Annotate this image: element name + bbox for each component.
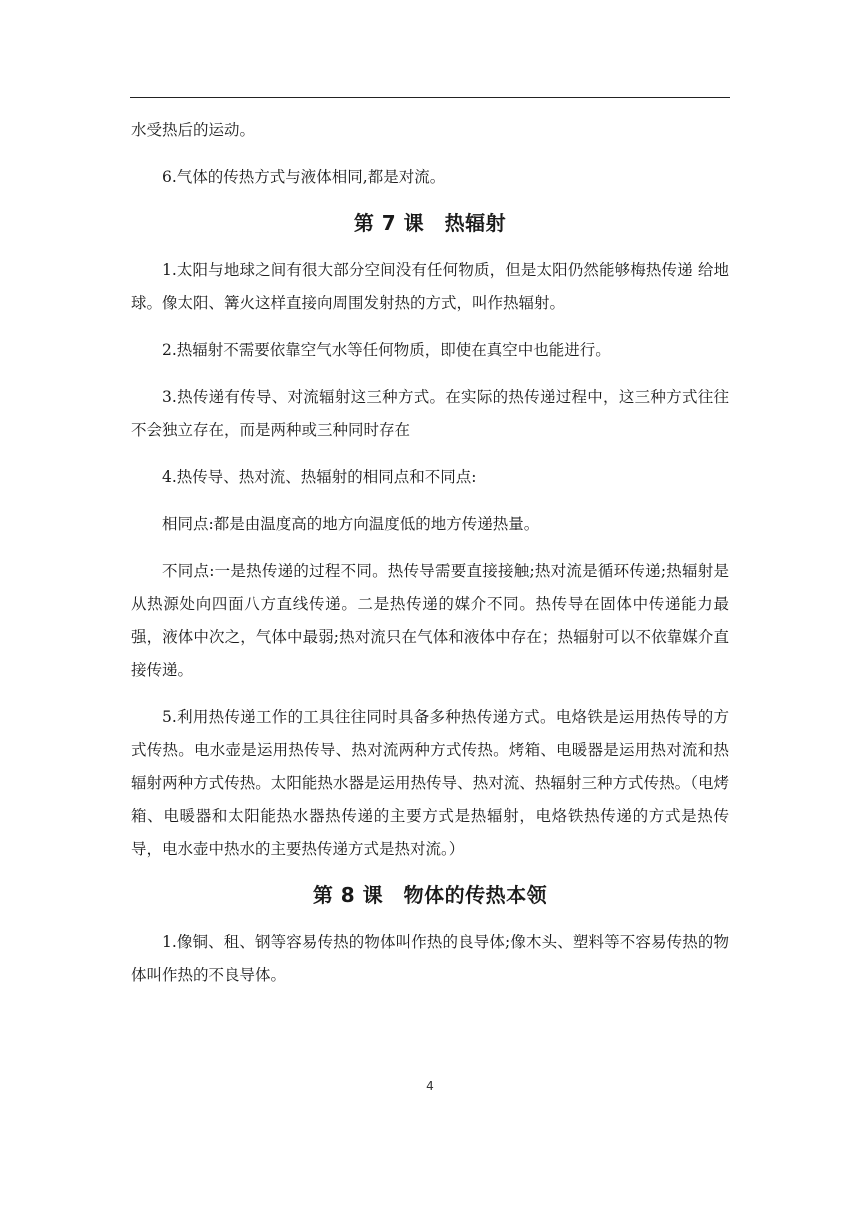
lesson-7-item-4: 4.热传导、热对流、热辐射的相同点和不同点: — [162, 468, 477, 486]
lesson-7-title: 第 7 课 热辐射 — [353, 211, 507, 235]
header-rule — [130, 97, 730, 98]
lesson-7-item-2: 2.热辐射不需要依靠空气水等任何物质，即使在真空中也能进行。 — [162, 341, 611, 359]
paragraph-continued: 水受热后的运动。 — [131, 121, 256, 139]
lesson-7-item-4-differences: 不同点:一是热传递的过程不同。热传导需要直接接触;热对流是循环传递;热辐射是从热源处向四面八方直线传递。二是热传递的媒介不同。热传导在固体中传递能力最强，液体中次之，气体中最弱;热对流只在气体和液体中存在；热辐射可以不依靠媒介直接传递。 — [131, 562, 729, 679]
lesson-8-item-1: 1.像铜、租、钢等容易传热的物体叫作热的良导体;像木头、塑料等不容易传热的物体叫作热的不良导体。 — [131, 933, 729, 984]
lesson-7-item-1: 1.太阳与地球之间有很大部分空间没有任何物质，但是太阳仍然能够梅热传递 给地球。像太阳、篝火这样直接向周围发射热的方式，叫作热辐射。 — [131, 261, 729, 312]
lesson-8-title: 第 8 课 物体的传热本领 — [312, 883, 548, 907]
page-number: 4 — [426, 1079, 434, 1093]
lesson-7-item-5: 5.利用热传递工作的工具往往同时具备多种热传递方式。电烙铁是运用热传导的方式传热。电水壶是运用热传导、热对流两种方式传热。烤箱、电暖器是运用热对流和热辐射两种方式传热。太阳能热水器是运用热传导、热对流、热辐射三种方式传热。（电烤箱、电暖器和太阳能热水器热传递的主要方式是热辐射，电烙铁热传递的方式是热传导，电水壶中热水的主要热传递方式是热对流。） — [131, 708, 729, 858]
lesson-7-item-4-similarities: 相同点:都是由温度高的地方向温度低的地方传递热量。 — [162, 515, 540, 533]
paragraph-6-gas-convection: 6.气体的传热方式与液体相同,都是对流。 — [162, 168, 446, 186]
lesson-7-item-3: 3.热传递有传导、对流辐射这三种方式。在实际的热传递过程中，这三种方式往往不会独立存在，而是两种或三种同时存在 — [131, 388, 729, 439]
document-body — [131, 114, 729, 1006]
